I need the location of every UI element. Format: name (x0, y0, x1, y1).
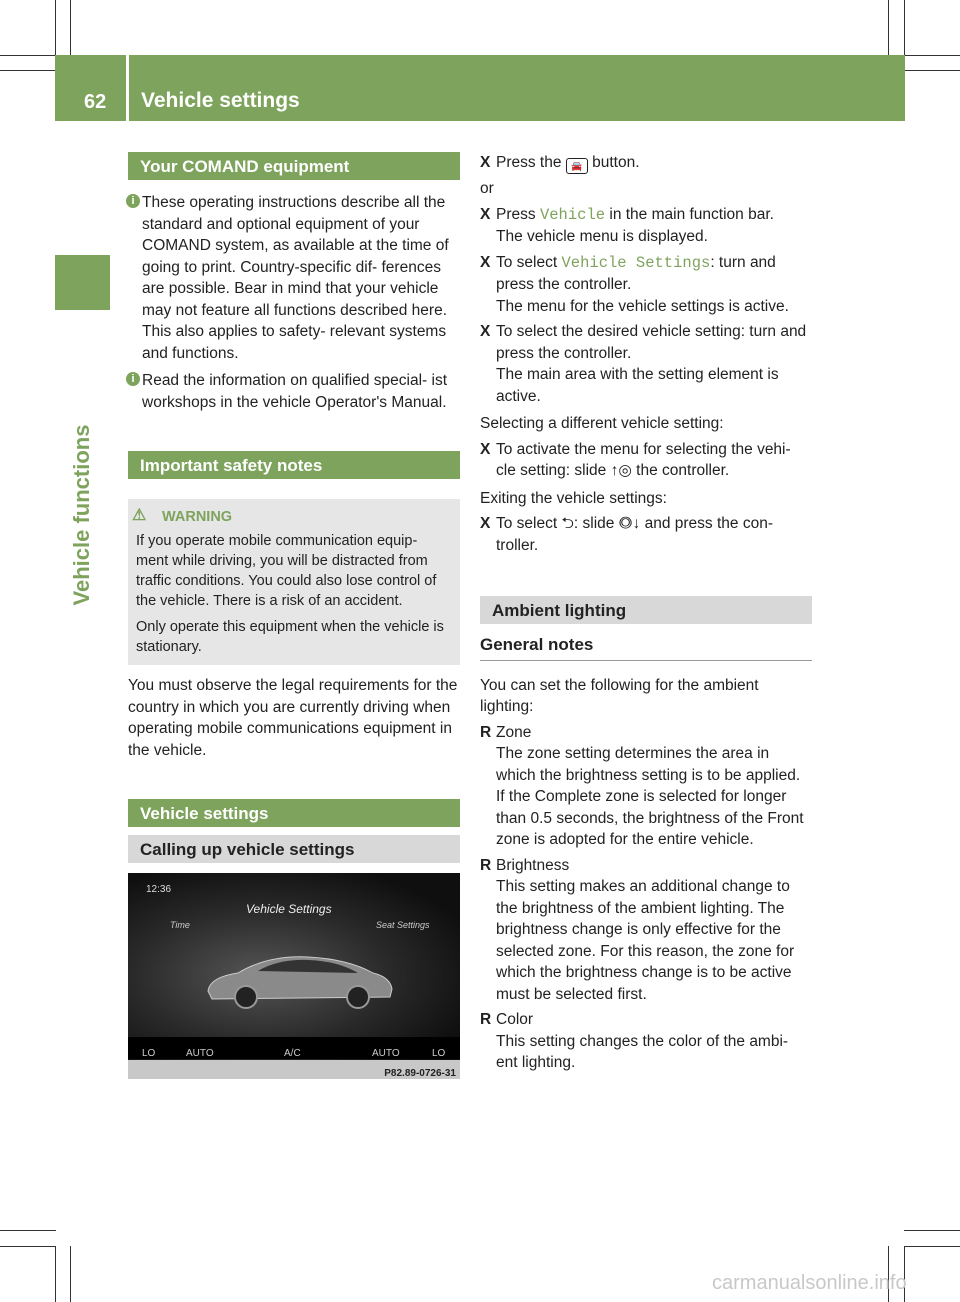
instruction-step (480, 204, 812, 248)
paragraph: Selecting a different vehicle setting: (480, 415, 724, 432)
instruction-step (480, 321, 812, 407)
crop-mark (904, 55, 960, 56)
bullet-marker: R (480, 723, 492, 741)
list-item (480, 1009, 812, 1074)
info-note-text: These operating instructions describe all the standard and optional equipment of your COMAND system, as available at the time of going to print. Country-specific dif- ferences are possible. Bear in mind that your vehicle may not feature all functions described here. This also applies to safety- relevant systems and functions. (142, 194, 449, 362)
warning-heading (132, 507, 452, 527)
screen-menu-left: Time (170, 920, 190, 930)
climate-left-auto: AUTO (186, 1048, 214, 1059)
crop-mark (904, 1230, 960, 1231)
info-note (128, 192, 460, 364)
instruction-step (480, 252, 812, 318)
subsection-heading-calling-up: Calling up vehicle settings (128, 835, 460, 863)
list-item-text: This setting changes the color of the ambi- ent lighting. (496, 1032, 789, 1071)
step-marker: X (480, 205, 491, 223)
step-result: The menu for the vehicle settings is active. (496, 297, 789, 315)
crop-mark (0, 1230, 56, 1231)
warning-text: If you operate mobile communication equip- ment while driving, you will be distracted from traffic conditions. You could also lose control of the vehicle. There is a risk of an accident. (136, 533, 437, 609)
side-tab-block (55, 255, 110, 310)
left-column (128, 152, 460, 1079)
step-result: The main area with the setting element is active. (496, 366, 779, 405)
crop-mark (904, 0, 905, 56)
list-item-name: Zone (496, 723, 532, 741)
list-item-name: Brightness (496, 856, 570, 874)
warning-title: WARNING (162, 509, 233, 525)
step-text: Press the (496, 154, 562, 171)
list-item-text: The zone setting determines the area in which the brightness setting is to be applied. If the Complete zone is selected for longer than 0.5 seconds, the brightness of the Front zone is adopted for the entire vehicle. (496, 745, 804, 848)
step-text: To select ⮌: slide ◎↓ and press the con- troller. (496, 515, 773, 554)
bullet-marker: R (480, 1011, 492, 1028)
vehicle-button-icon: 🚘 (566, 158, 588, 174)
screen-clock: 12:36 (146, 884, 172, 895)
vehicle-settings-screen-figure (128, 873, 460, 1079)
crop-mark (0, 1246, 56, 1247)
instruction-step (480, 513, 812, 556)
display-text-vehicle-settings: Vehicle Settings (561, 253, 711, 272)
section-heading-vehicle-settings: Vehicle settings (128, 799, 460, 827)
crop-mark (55, 0, 56, 56)
list-item-text: This setting makes an additional change to the brightness of the ambient lighting. The brightness change is only effective for the selected zone. For this reason, the zone for which the brightness change is to be active must be selected first. (496, 878, 795, 1003)
step-text: button. (592, 154, 640, 171)
or-text: or (480, 180, 494, 197)
crop-mark (55, 1246, 56, 1302)
section-heading-safety: Important safety notes (128, 451, 460, 479)
page-number: 62 (84, 91, 107, 113)
warning-triangle-icon: ⚠ (132, 507, 147, 524)
general-notes-heading: General notes (480, 634, 812, 661)
step-marker: X (480, 515, 491, 532)
climate-right-auto: AUTO (372, 1048, 400, 1059)
step-text: in the main function bar. (609, 205, 774, 223)
side-tab-label: Vehicle functions (69, 424, 94, 606)
header-divider (126, 55, 129, 121)
screen-title: Vehicle Settings (246, 902, 332, 916)
list-item (480, 855, 812, 1006)
info-icon: i (126, 194, 140, 208)
climate-right-lo: LO (432, 1048, 446, 1059)
crop-mark (70, 0, 71, 56)
list-item-name: Color (496, 1011, 534, 1028)
info-note (128, 370, 460, 413)
climate-left-lo: LO (142, 1048, 156, 1059)
page-title: Vehicle settings (141, 89, 300, 112)
crop-mark (0, 55, 56, 56)
list-item (480, 722, 812, 851)
crop-mark (904, 1246, 960, 1247)
car-image (198, 943, 398, 1013)
paragraph: You can set the following for the ambient lighting: (480, 676, 759, 715)
legal-paragraph: You must observe the legal requirements for the country in which you are currently driving when operating mobile communications equipment in the vehicle. (128, 677, 458, 759)
figure-reference-code: P82.89-0726-31 (384, 1068, 456, 1079)
screen-menu-right: Seat Settings (376, 920, 430, 930)
step-text: : turn and press the controller. (496, 253, 776, 293)
step-marker: X (480, 323, 491, 340)
section-heading-comand: Your COMAND equipment (128, 152, 460, 180)
bullet-marker: R (480, 856, 492, 874)
watermark: carmanualsonline.info (712, 1272, 907, 1294)
instruction-step (480, 152, 812, 174)
climate-ac: A/C (284, 1048, 301, 1059)
info-icon: i (126, 372, 140, 386)
right-column (480, 152, 812, 1074)
step-text: To select the desired vehicle setting: turn and press the controller. (496, 323, 807, 362)
crop-mark (888, 0, 889, 56)
step-text: To select (496, 253, 558, 271)
crop-mark (0, 70, 56, 71)
step-result: The vehicle menu is displayed. (496, 228, 708, 245)
warning-box (128, 499, 460, 665)
subsection-heading-ambient: Ambient lighting (480, 596, 812, 624)
step-marker: X (480, 440, 491, 458)
step-text: Press (496, 205, 536, 223)
warning-text: Only operate this equipment when the vehicle is stationary. (136, 619, 444, 655)
instruction-step (480, 439, 812, 482)
step-text: To activate the menu for selecting the vehi- cle setting: slide ↑◎ the controller. (496, 440, 791, 479)
crop-mark (904, 70, 960, 71)
display-text-vehicle: Vehicle (539, 205, 606, 224)
info-note-text: Read the information on qualified special- ist workshops in the vehicle Operator's Manual. (142, 372, 448, 411)
paragraph: Exiting the vehicle settings: (480, 489, 667, 507)
step-marker: X (480, 253, 491, 271)
crop-mark (70, 1246, 71, 1302)
step-marker: X (480, 154, 491, 171)
